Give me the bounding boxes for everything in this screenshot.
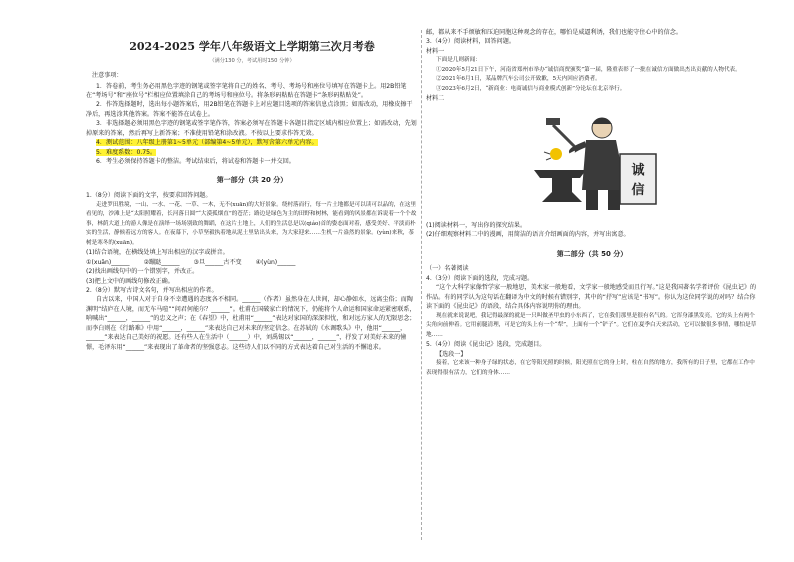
material1-title: 下面是几则新闻： — [436, 57, 481, 64]
sign-char-2: 信 — [631, 182, 645, 198]
q1-stem: 1.（8分）阅读下面的文字，按要求回答问题。 — [86, 192, 212, 200]
notice-item: 1．答卷前，考生务必用黑色字迹的钢笔或签字笔将自己的姓名、考号、考场号和座位号填写在答题卡上。用2B铅笔在“考场号”和“座位号”栏相应位置填涂自己的考场号和座位号。将条形码粘贴在答题卡“条形码粘贴处”。 — [86, 82, 407, 99]
hammer-handle — [553, 125, 576, 148]
right-column — [426, 28, 758, 378]
part2-heading: 第二部分（共 50 分） — [556, 249, 628, 258]
anvil-icon — [534, 170, 586, 202]
q4-stem: 4.（3分）阅读下面的选段，完成习题。 — [426, 274, 534, 282]
q1b: (2)找出画线句中的一个错别字，并改正。 — [86, 268, 199, 276]
news-item: ①2020年5月21日下午，河南省郑州市举办“诚信商贾颁奖”第一届，隆重表彰了一批在诚信方面做出杰出贡献的人物代表。 — [436, 66, 741, 73]
blank-item[interactable]: ①(xuān)______ — [86, 258, 130, 266]
q5-stem: 5.（4分）阅读《昆虫记》选段，完成题目。 — [426, 341, 546, 349]
q1a: (1)结合语境，在横线处填上写出相应的汉字或拼音。 — [86, 249, 229, 257]
part1-heading: 第一部分（共 20 分） — [216, 176, 288, 185]
q4-passage: 现在就来说说吧，我记得最深的就是一只叫做圣甲虫的小东西了，它在我们那里是很有名气的。它浑身漆黑发亮，它的头上有两个尖角向前伸着。它用前腿清理，可是它的头上有一个“犁”，上面有一个“铲子”。它们在夏季白天来活动，它可以做很多事情，哪怕是草地…… — [426, 312, 757, 338]
material1-label: 材料一 — [426, 47, 445, 55]
q3-stem: 3.（4分）阅读材料，回答问题。 — [426, 38, 515, 46]
left-column — [86, 28, 418, 352]
carry-over-text: 邮，都从来不手烦敏和压迫同胞这种观念的存在，哪怕是威逼利诱，我们也能守住心中的信念。 — [426, 29, 682, 36]
news-item: ②2021年6月1日，某品牌汽车公司公开致歉，5天内回应消费者。 — [436, 76, 601, 83]
page-title: 2024-2025 学年八年级语文上学期第三次月考卷 — [129, 40, 375, 53]
hammer-head-icon — [546, 118, 560, 125]
q2-stem: 2.（8分）默写古诗文名句，并写出相应的作者。 — [86, 287, 218, 295]
material2-label: 材料二 — [426, 95, 445, 103]
q3-sub1: (1)阅读材料一，写出你的探究结果。 — [426, 221, 527, 229]
notice-item: 2．作答选择题时，选出每小题答案后，用2B铅笔在答题卡上对应题目选项的答案信息点涂黑；如需改动，用橡皮擦干净后，再选涂其他答案。答案不能答在试卷上。 — [86, 101, 413, 118]
q2-text: 自古以来，中国人对于自身不幸遭遇的态度各不相同。______（作者）虽然身在人世间，却心静如水，远离尘俗；而陶渊明“结庐在人境，而无车马喧”“问君何能尔？______”。杜甫在国破家亡的情况下，仍能将个人命运和国家命运紧密联系，呐喊出“______，______”的忠义之声；在《春望》中，杜甫用“______”表达对家国的深深担忧，和对远方家人的无限思念；而李白则在《行路难》中用“______，______”来表达自己对未来的坚定信念。在苏轼的《水调歌头》中，他用“______，______”来表达自己美好的祝愿。还有些人在生活中（______）中，刘禹锡以“______，______”，抒发了对美好未来的憧憬，毛泽东用“______”来表现出了革命者的坚强意志。这些诗人们以不同的方式表达着自己对生活的不懈追求。 — [86, 296, 416, 351]
notice-item: 3．非选择题必须用黑色字迹的钢笔或签字笔作答，答案必须写在答题卡各题目指定区域内相应位置上；如需改动，先划掉原来的答案，然后再写上新答案；不准使用铅笔和涂改液。不按以上要求作答无效。 — [86, 120, 417, 137]
q5-passage: 接着，它来该一种身子绿的状态，在它等阳光照的时候，阳光照在它的身上时，柱在自然的地方，我所有的日子里，它都在工作中表现得很有活力，它们的身体…… — [426, 360, 755, 376]
column-divider — [421, 30, 422, 540]
blacksmith-cartoon — [516, 110, 666, 215]
sign-char-1: 诚 — [631, 162, 645, 178]
notice-item-highlight: 5．难度系数：0.75。 — [96, 148, 157, 156]
part2-subheading: （一）名著阅读 — [426, 265, 469, 273]
q1c: (3)把上文中的画线句修改正确。 — [86, 277, 174, 285]
news-item: ③2023年6月2日，“新商业：电商诚信与商业模式创新”分论坛在北京举行。 — [436, 85, 626, 92]
notice-heading: 注意事项： — [92, 72, 123, 80]
q1-passage: 走进罗田胜境，一山、一水、一花、一草、一木，无不(xuān)的大好景象。绕村落而行，每一片土地都是可以读可以品的，在这里看见的，沙滩上是“太阳照耀着，长河落日圆”“大漠孤烟直”的苍茫；路边是绿色为主的田野和树林，能看到的风景都在诉说着一个个故事，林荫大道上的游人像是在演绎一场场别致的舞蹈，在这片土地上，人们的生活总是以(qiáo)首的姿态面对着，感受美好、平淡而朴实的生活，静候着远方的客人。在夜幕下，小草坚毅执着地从泥土里钻出头来，为大家迎来……生机一片盎然的景象。(yùn)来秋，茶树是寒冬的(xuān)。 — [86, 201, 417, 246]
q5-label: 【选段一】 — [436, 350, 467, 358]
notice-item: 6．考生必须保持答题卡的整洁。考试结束后，将试卷和答题卡一并交回。 — [96, 158, 295, 166]
blank-item[interactable]: ③旦______古不变 — [193, 258, 242, 266]
blank-item[interactable]: ④(yùn)______ — [255, 258, 296, 266]
q3-sub2: (2)仔细观察材料二中的漫画，用简洁的语言介绍画面的内容，并写出寓意。 — [426, 231, 630, 239]
q1a-blanks — [86, 258, 418, 267]
q4-text: “这个大科学家像哲学家一般地思，美术家一般地看，文学家一般地感受而且行写。”这是我国著名学者评价《昆虫记》的作品。有的同学认为这句话在翻译为中文的时候有错别字，其中的“抒写”应该是“书写”。你认为这位同学说的对吗？结合你读下面的《昆虫记》的语段，结合具体内容说明你的理由。 — [426, 284, 757, 311]
page-subtitle: （满分130 分，考试用时150 分钟） — [209, 58, 295, 65]
blank-item[interactable]: ②蹦跶______ — [143, 258, 180, 266]
cartoon-illustration — [516, 110, 666, 215]
notice-item-highlight: 4．测试范围：八年级上册第1~5单元（部编第4~5单元），默写含第六单元内容。 — [96, 139, 318, 147]
spark-icon — [550, 148, 562, 160]
